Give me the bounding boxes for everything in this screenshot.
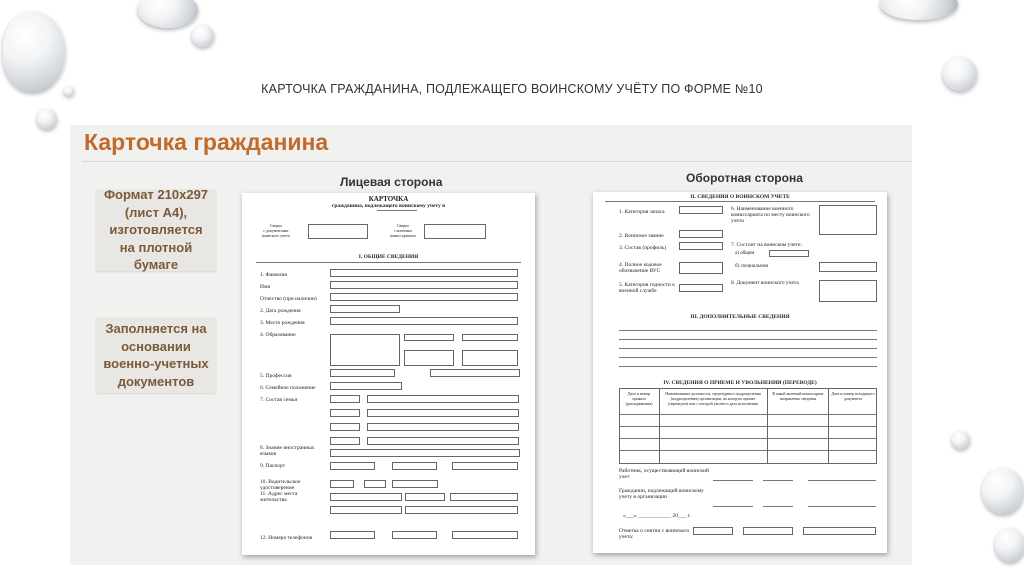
field-surname: 1. Фамилия (260, 272, 287, 278)
field-family: 7. Состав семьи (260, 397, 298, 403)
water-drop (3, 12, 65, 92)
field-military-doc: 8. Документ воинского учета (731, 280, 799, 286)
field-marital-status: 6. Семейное положение (260, 385, 316, 391)
field-birth-date: 2. Дата рождения (260, 308, 301, 314)
water-drop (37, 109, 57, 129)
field-languages: 8. Знание иностранных языков (260, 445, 315, 457)
content-panel (70, 125, 912, 565)
field-drivers-license: 10. Водительское удостоверение (260, 479, 301, 491)
field-reserve-category: 1. Категория запаса (619, 209, 665, 215)
field-name: Имя (260, 284, 270, 290)
field-education: 4. Образование (260, 332, 296, 338)
field-birth-place: 3. Место рождения (260, 320, 305, 326)
field-commissariat: 6. Наименование военного комиссариата по месту воинского учета (731, 206, 810, 224)
section-general-info: I. ОБЩИЕ СВЕДЕНИЯ (358, 254, 419, 260)
col-order-date: Дата и номер приказа (распоряжения) (625, 391, 653, 406)
slide-title: КАРТОЧКА ГРАЖДАНИНА, ПОДЛЕЖАЩЕГО ВОИНСКОМУ УЧЁТУ ПО ФОРМЕ №10 (261, 82, 763, 96)
col-commissariat: В какой военный комиссариат направлены сведения (772, 391, 824, 401)
back-side-label: Оборотная сторона (686, 171, 803, 185)
signer-officer: Работник, осуществляющий воинский учет (619, 468, 709, 480)
front-side-sheet (242, 193, 535, 555)
field-composition: 3. Состав (профиль) (619, 245, 667, 251)
water-drop (982, 468, 1024, 514)
removal-mark: Отметка о снятии с воинского учета: (619, 528, 690, 540)
note-basis: Заполняется на основании военно-учетных документов (96, 317, 216, 393)
field-general: а) общем (735, 251, 755, 256)
check-commissariat-label: Сверка с военным комиссариатом (390, 223, 416, 238)
form-title: КАРТОЧКА (368, 195, 409, 203)
field-military-rank: 2. Воинское звание (619, 233, 664, 239)
field-patronymic: Отчество (при наличии) (260, 296, 317, 302)
front-side-label: Лицевая сторона (340, 175, 443, 189)
check-docs-label: Сверка с документами воинского учета (262, 223, 290, 238)
section-additional-info: III. ДОПОЛНИТЕЛЬНЫЕ СВЕДЕНИЯ (690, 314, 790, 320)
water-drop (880, 0, 958, 20)
water-drop (138, 0, 198, 28)
field-fitness-category: 5. Категория годности к военной службе (619, 282, 675, 294)
water-drop (952, 431, 970, 449)
section-employment: IV. СВЕДЕНИЯ О ПРИЕМЕ И УВОЛЬНЕНИИ (ПЕРЕВОДЕ) (663, 380, 817, 386)
field-address: 11. Адрес места жительства (260, 491, 298, 503)
form-subtitle: гражданина, подлежащего воинскому учету в (331, 203, 446, 209)
section-military-record: II. СВЕДЕНИЯ О ВОИНСКОМ УЧЕТЕ (690, 194, 790, 200)
field-special: б) специальном (735, 264, 769, 269)
panel-heading: Карточка гражданина (84, 129, 329, 155)
heading-divider (82, 161, 912, 162)
note-format: Формат 210х297 (лист А4), изготовляется на плотной бумаге (96, 189, 216, 271)
field-phones: 12. Номера телефонов (260, 535, 313, 541)
water-drop (192, 25, 214, 47)
col-outgoing-doc: Дата и номер исходящего документа (831, 391, 875, 401)
field-registered: 7. Состоит на воинском учете: (731, 242, 802, 248)
back-side-sheet (593, 192, 887, 553)
field-passport: 9. Паспорт (260, 463, 286, 469)
signer-citizen: Гражданин, подлежащий воинскому учету в организации (619, 488, 704, 500)
water-drop (995, 528, 1024, 562)
signature-date: «___» ____________ 20___ г. (623, 513, 691, 519)
col-position: Наименование должности, структурного подразделения (подразделения) организации, на которую принят (переведен) или с которой уволен и дата исполнения (665, 391, 761, 406)
field-vus-code: 4. Полное кодовое обозначение ВУС (619, 262, 662, 274)
field-profession: 5. Профессия (260, 373, 292, 379)
